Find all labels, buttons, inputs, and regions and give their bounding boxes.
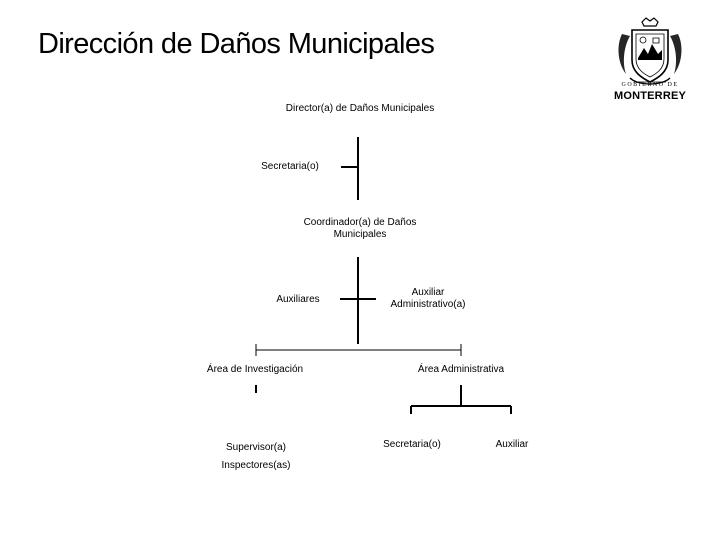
node-coordinador-line2: Municipales: [333, 229, 387, 240]
node-area-investigacion: [190, 364, 320, 376]
node-auxiliares: [258, 294, 338, 306]
page-title: Dirección de Daños Municipales: [38, 28, 435, 60]
node-inspectores-label: Inspectores(as): [221, 460, 291, 471]
node-area-investigacion-label: Área de Investigación: [206, 364, 304, 375]
node-secretaria-top-label: Secretaria(o): [261, 161, 319, 172]
node-auxiliar-label: Auxiliar: [495, 439, 529, 450]
node-auxiliar-administrativo: [378, 287, 478, 311]
node-auxiliar: [482, 439, 542, 451]
node-area-administrativa-label: Área Administrativa: [417, 364, 505, 375]
node-coordinador: [280, 217, 440, 241]
node-supervisor-label: Supervisor(a): [225, 442, 287, 453]
node-supervisor: [206, 442, 306, 454]
node-aux-admin-line1: Auxiliar: [411, 287, 445, 298]
logo-text-monterrey: MONTERREY: [613, 90, 687, 102]
node-secretaria-admin: [362, 439, 462, 451]
node-inspectores: [206, 460, 306, 472]
node-aux-admin-line2: Administrativo(a): [390, 299, 466, 310]
node-secretaria-top: [240, 161, 340, 173]
node-director-label: Director(a) de Daños Municipales: [285, 103, 435, 114]
logo-text-gobierno: GOBIERNO DE: [621, 82, 679, 88]
node-auxiliares-label: Auxiliares: [276, 294, 320, 305]
node-area-administrativa: [405, 364, 517, 376]
node-director: [240, 103, 480, 115]
node-secretaria-admin-label: Secretaria(o): [383, 439, 441, 450]
node-coordinador-line1: Coordinador(a) de Daños: [303, 217, 417, 228]
